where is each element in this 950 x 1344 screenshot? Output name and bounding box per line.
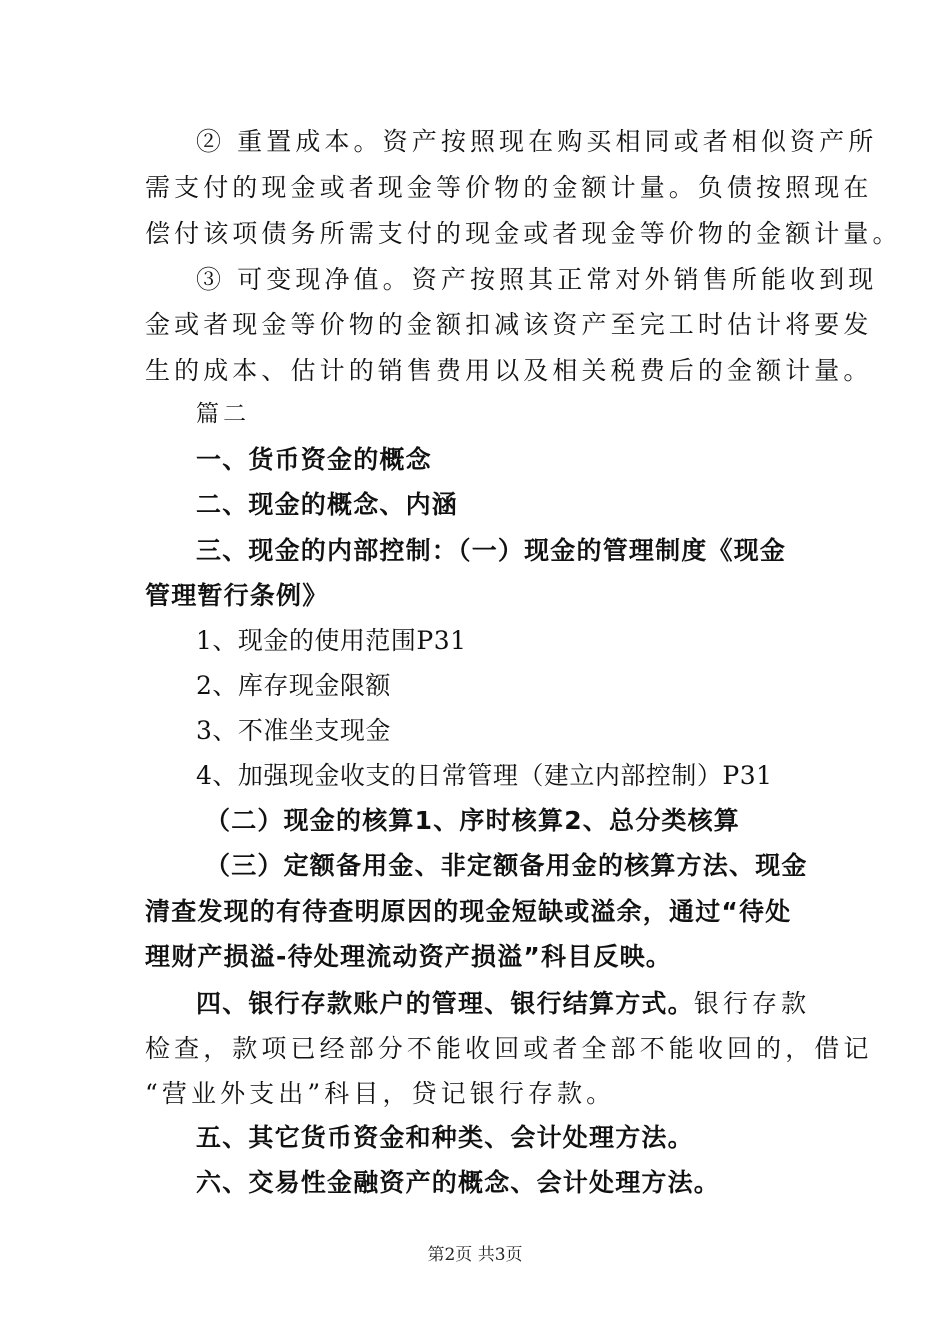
body-segment: 银行存款	[693, 989, 811, 1018]
paragraph-line: 检查，款项已经部分不能收回或者全部不能收回的，借记	[145, 1034, 873, 1063]
heading-line: 一、货币资金的概念	[196, 445, 432, 474]
paragraph-line: （三）定额备用金、非定额备用金的核算方法、现金	[205, 851, 808, 880]
section-heading: 篇二	[196, 401, 251, 427]
heading-line: 管理暂行条例》	[145, 581, 329, 610]
heading-line: （二）现金的核算1、序时核算2、总分类核算	[205, 806, 740, 835]
paragraph-line: ③ 可变现净值。资产按照其正常对外销售所能收到现	[196, 265, 878, 294]
heading-line: 六、交易性金融资产的概念、会计处理方法。	[196, 1168, 721, 1197]
paragraph-line: 金或者现金等价物的金额扣减该资产至完工时估计将要发	[145, 310, 873, 339]
list-item: 2、库存现金限额	[196, 671, 391, 700]
list-item: 3、不准坐支现金	[196, 716, 391, 745]
paragraph-line	[196, 988, 876, 1021]
page-footer: 第2页 共3页	[427, 1245, 523, 1265]
paragraph-line: 清查发现的有待查明原因的现金短缺或溢余，通过“待处	[145, 897, 792, 926]
paragraph-line: ② 重置成本。资产按照现在购买相同或者相似资产所	[196, 127, 878, 156]
heading-line: 三、现金的内部控制：（一）现金的管理制度《现金	[196, 536, 787, 565]
heading-line: 五、其它货币资金和种类、会计处理方法。	[196, 1123, 694, 1152]
heading-line: 二、现金的概念、内涵	[196, 490, 459, 519]
paragraph-line: 生的成本、估计的销售费用以及相关税费后的金额计量。	[145, 356, 873, 385]
paragraph-line: 需支付的现金或者现金等价物的金额计量。负债按照现在	[145, 173, 873, 202]
list-item: 1、现金的使用范围P31	[196, 626, 467, 655]
paragraph-line: 偿付该项债务所需支付的现金或者现金等价物的金额计量。	[145, 219, 902, 248]
paragraph-line: 理财产损溢-待处理流动资产损溢”科目反映。	[145, 942, 673, 971]
heading-segment: 四、银行存款账户的管理、银行结算方式。	[196, 989, 694, 1018]
list-item: 4、加强现金收支的日常管理（建立内部控制）P31	[196, 761, 773, 790]
paragraph-line: “营业外支出”科目，贷记银行存款。	[145, 1079, 616, 1108]
